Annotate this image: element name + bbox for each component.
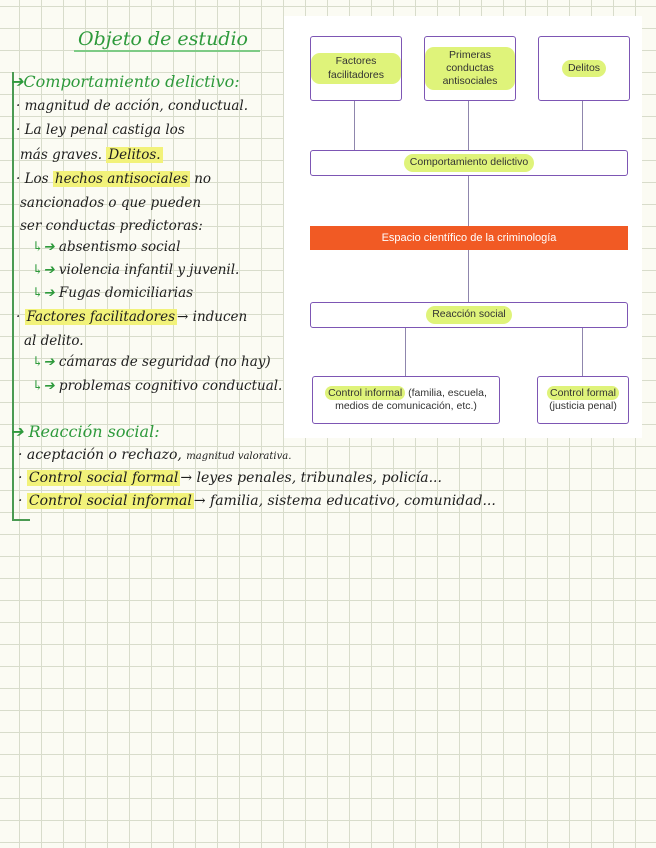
margin-bracket (12, 72, 14, 520)
box-espacio-cientifico: Espacio científico de la criminología (310, 226, 628, 250)
line-text: cámaras de seguridad (no hay) (58, 354, 271, 370)
arrow-icon: ➔ (10, 72, 24, 91)
arrow-icon: ➔ (10, 422, 24, 441)
connector (582, 328, 583, 376)
arrow-icon: ↳➔ (32, 354, 55, 370)
box-label: Delitos (562, 60, 606, 77)
box-label-rest: (familia, escuela, medios de comunicación, etc.) (335, 386, 487, 412)
line-text: La ley penal castiga los (24, 122, 185, 138)
line-text: → inducen (177, 309, 248, 325)
box-control-informal (312, 376, 500, 424)
box-label: Control formal (547, 386, 619, 400)
line-text: ser conductas predictoras: (20, 218, 203, 234)
box-control-formal (537, 376, 629, 424)
note-line: · magnitud de acción, conductual. (16, 98, 249, 114)
page-title: Objeto de estudio (78, 28, 248, 50)
highlight-delitos: Delitos. (108, 147, 161, 163)
box-label: Reacción social (426, 306, 512, 323)
line-text: Fugas domiciliarias (58, 285, 194, 301)
criminology-diagram (284, 16, 642, 438)
line-text: sancionados o que pueden (20, 195, 202, 211)
sub-item (32, 354, 271, 370)
note-line: · La ley penal castiga los (16, 122, 185, 138)
comportamiento-heading (10, 72, 240, 91)
note-line (24, 333, 84, 349)
heading-text: Comportamiento delictivo: (23, 72, 240, 91)
highlight-control-informal: Control social informal (28, 493, 192, 509)
arrow-icon: ↳➔ (32, 262, 55, 278)
line-text: no (194, 171, 212, 187)
box-delitos (538, 36, 630, 101)
note-line: · Control social informal → familia, sistema educativo, comunidad... (18, 493, 496, 509)
box-reaccion-social (310, 302, 628, 328)
line-text: absentismo social (58, 239, 181, 255)
connector (468, 250, 469, 302)
line-text: más graves. (20, 147, 103, 163)
box-primeras-conductas (424, 36, 516, 101)
connector (468, 100, 469, 150)
box-label: Primeras conductas antisociales (425, 47, 515, 90)
line-text: aceptación o rechazo, (26, 447, 182, 463)
note-line (20, 195, 201, 211)
note-line (20, 218, 203, 234)
connector (468, 176, 469, 226)
margin-bracket-end (12, 519, 30, 521)
line-text: magnitud valorativa. (186, 451, 292, 462)
box-label-rest: (justicia penal) (549, 400, 617, 412)
line-text: al delito. (24, 333, 84, 349)
note-line: · Control social formal → leyes penales, tribunales, policía... (18, 470, 442, 486)
line-text: Los (24, 171, 49, 187)
arrow-icon: ↳➔ (32, 239, 55, 255)
box-comportamiento (310, 150, 628, 176)
note-line: · Los hechos antisociales no (16, 171, 212, 187)
line-text: magnitud de acción, conductual. (24, 98, 249, 114)
box-label: Control informal (325, 386, 405, 400)
sub-item (32, 378, 282, 394)
line-text: → leyes penales, tribunales, policía... (180, 470, 442, 486)
connector (354, 100, 355, 150)
highlight-factores: Factores facilitadores (26, 309, 176, 325)
line-text: problemas cognitivo conductual. (58, 378, 283, 394)
heading-text: Reacción social: (28, 422, 160, 441)
connector (582, 100, 583, 150)
line-text: → familia, sistema educativo, comunidad... (193, 493, 496, 509)
sub-item (32, 239, 180, 255)
arrow-icon: ↳➔ (32, 285, 55, 301)
line-text: violencia infantil y juvenil. (58, 262, 240, 278)
title-underline (74, 50, 260, 52)
note-line: · Factores facilitadores → inducen (16, 309, 248, 325)
note-line (20, 147, 163, 163)
connector (405, 328, 406, 376)
arrow-icon: ↳➔ (32, 378, 55, 394)
highlight-control-formal: Control social formal (28, 470, 179, 486)
sub-item (32, 285, 193, 301)
box-label: Factores facilitadores (311, 53, 401, 83)
box-factores (310, 36, 402, 101)
note-line: · aceptación o rechazo, magnitud valorativa. (18, 447, 292, 463)
sub-item (32, 262, 239, 278)
highlight-hechos: hechos antisociales (54, 171, 188, 187)
box-label: Comportamiento delictivo (404, 154, 534, 171)
reaccion-heading (10, 422, 160, 441)
